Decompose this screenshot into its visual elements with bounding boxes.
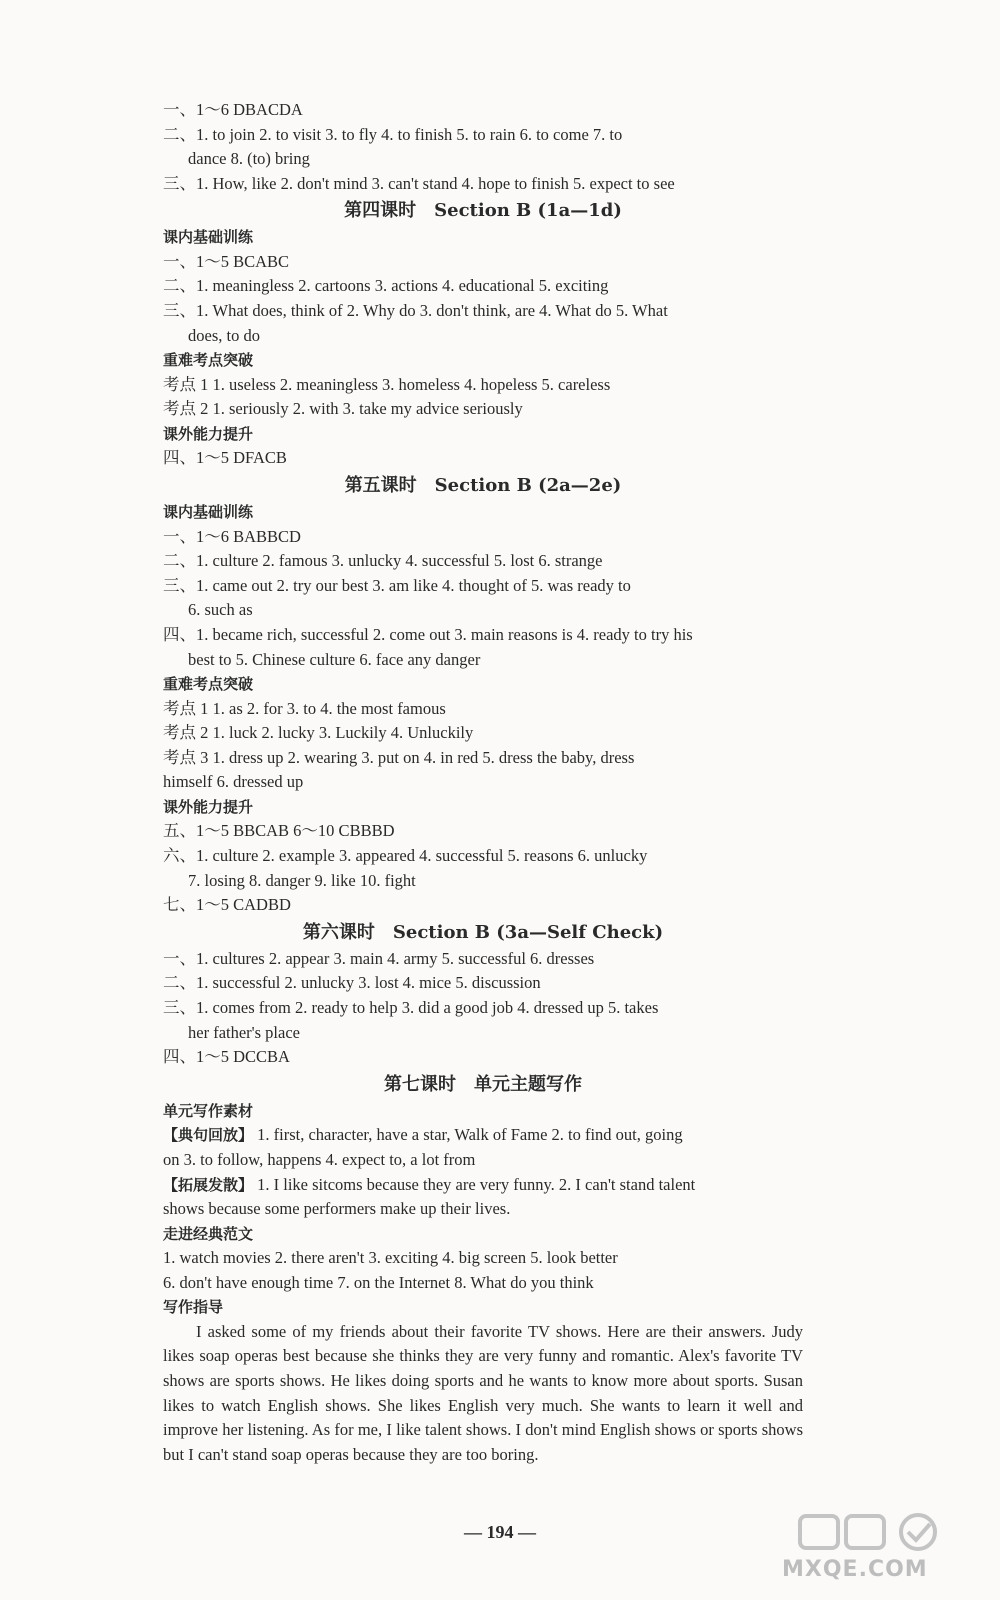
answer-line: shows because some performers make up their lives. xyxy=(163,1199,511,1219)
watermark-emblem-icon xyxy=(798,1512,978,1552)
subheading: 重难考点突破 xyxy=(163,675,254,694)
answer-line: 1. watch movies 2. there aren't 3. exciting 4. big screen 5. look better xyxy=(163,1248,618,1268)
answer-line: 考点 1 1. as 2. for 3. to 4. the most famous xyxy=(163,698,446,718)
answer-line: 七、1～5 CADBD xyxy=(163,895,291,915)
bracket-tag: 【典句回放】 xyxy=(163,1126,254,1145)
lesson-heading-5: 第五课时 Section B (2a—2e) xyxy=(344,475,622,497)
answer-line: best to 5. Chinese culture 6. face any danger xyxy=(188,649,481,669)
model-essay: I asked some of my friends about their favorite TV shows. Here are their answers. Judy likes soap operas best because she thinks they are very funny and romantic. Alex's favorite TV shows are sports shows. He likes doing sports and he wants to know more about sports. Susan likes to watch English shows. She likes English very much. She wants to learn it well and improve her listening. As for me, I like talent shows. I don't mind English shows or sports shows but I can't stand soap operas because they are too boring. xyxy=(163,1321,803,1464)
answer-line: 考点 3 1. dress up 2. wearing 3. put on 4. in red 5. dress the baby, dress xyxy=(163,747,635,767)
answer-line: 6. don't have enough time 7. on the Internet 8. What do you think xyxy=(163,1272,594,1292)
answer-line: does, to do xyxy=(188,325,260,345)
answer-line: himself 6. dressed up xyxy=(163,772,304,792)
answer-line: 一、1～6 BABBCD xyxy=(163,526,301,546)
answer-line: 四、1～5 DFACB xyxy=(163,448,287,468)
page-number: — 194 — xyxy=(464,1522,536,1542)
answer-line: 一、1～6 DBACDA xyxy=(163,100,303,119)
answer-line: 二、1. to join 2. to visit 3. to fly 4. to finish 5. to rain 6. to come 7. to xyxy=(163,124,623,144)
answer-line: 一、1. cultures 2. appear 3. main 4. army 5. successful 6. dresses xyxy=(163,948,595,968)
lesson-heading-4: 第四课时 Section B (1a—1d) xyxy=(344,200,622,222)
answer-line: 三、1. comes from 2. ready to help 3. did a good job 4. dressed up 5. takes xyxy=(163,998,659,1018)
answer-block xyxy=(163,697,803,795)
answer-line: 一、1～5 BCABC xyxy=(163,251,290,271)
answer-line xyxy=(163,1123,803,1148)
answer-line: 二、1. successful 2. unlucky 3. lost 4. mice 5. discussion xyxy=(163,973,541,993)
answer-page xyxy=(163,98,803,1467)
subheading: 课外能力提升 xyxy=(163,424,254,443)
answer-block xyxy=(163,250,803,348)
answer-line: 四、1. became rich, successful 2. come out 3. main reasons is 4. ready to try his xyxy=(163,624,693,644)
subheading: 课内基础训练 xyxy=(163,503,254,522)
answer-block xyxy=(163,446,803,471)
subheading: 写作指导 xyxy=(163,1298,224,1317)
subheading: 课外能力提升 xyxy=(163,797,254,816)
answer-block xyxy=(163,98,803,196)
answer-block xyxy=(163,373,803,422)
answer-line: 三、1. What does, think of 2. Why do 3. don't think, are 4. What do 5. What xyxy=(163,301,668,321)
answer-block xyxy=(163,819,803,917)
answer-line: 六、1. culture 2. example 3. appeared 4. successful 5. reasons 6. unlucky xyxy=(163,846,648,866)
answer-line: 考点 2 1. luck 2. lucky 3. Luckily 4. Unluckily xyxy=(163,723,474,743)
watermark-url: MXQE.COM xyxy=(782,1557,928,1582)
subheading: 走进经典范文 xyxy=(163,1224,254,1243)
bracket-tag: 【拓展发散】 xyxy=(163,1175,254,1194)
answer-line: 三、1. came out 2. try our best 3. am like 4. thought of 5. was ready to xyxy=(163,575,631,595)
answer-line: 二、1. meaningless 2. cartoons 3. actions 4. educational 5. exciting xyxy=(163,276,609,296)
lesson-heading-6: 第六课时 Section B (3a—Self Check) xyxy=(302,921,664,943)
subheading: 重难考点突破 xyxy=(163,351,254,370)
answer-line: dance 8. (to) bring xyxy=(188,149,310,169)
answer-line: 三、1. How, like 2. don't mind 3. can't stand 4. hope to finish 5. expect to see xyxy=(163,173,675,193)
watermark-logo xyxy=(778,1512,978,1582)
answer-line: 四、1～5 DCCBA xyxy=(163,1047,290,1067)
answer-line xyxy=(163,1173,803,1198)
answer-text: 1. first, character, have a star, Walk of Fame 2. to find out, going xyxy=(253,1125,683,1145)
answer-line: 6. such as xyxy=(188,600,253,620)
answer-line: her father's place xyxy=(188,1022,300,1042)
answer-text: 1. I like sitcoms because they are very funny. 2. I can't stand talent xyxy=(253,1174,696,1194)
answer-block xyxy=(163,947,803,1070)
answer-line: on 3. to follow, happens 4. expect to, a lot from xyxy=(163,1149,476,1169)
answer-line: 二、1. culture 2. famous 3. unlucky 4. successful 5. lost 6. strange xyxy=(163,551,603,571)
subheading: 单元写作素材 xyxy=(163,1101,254,1120)
answer-line: 考点 2 1. seriously 2. with 3. take my advice seriously xyxy=(163,399,523,419)
answer-block xyxy=(163,1246,803,1295)
answer-block xyxy=(163,525,803,673)
subheading: 课内基础训练 xyxy=(163,228,254,247)
lesson-heading-7: 第七课时 单元主题写作 xyxy=(384,1073,582,1095)
answer-line: 五、1～5 BBCAB 6～10 CBBBD xyxy=(163,821,395,841)
answer-line: 考点 1 1. useless 2. meaningless 3. homeless 4. hopeless 5. careless xyxy=(163,374,611,394)
answer-line: 7. losing 8. danger 9. like 10. fight xyxy=(188,870,416,890)
